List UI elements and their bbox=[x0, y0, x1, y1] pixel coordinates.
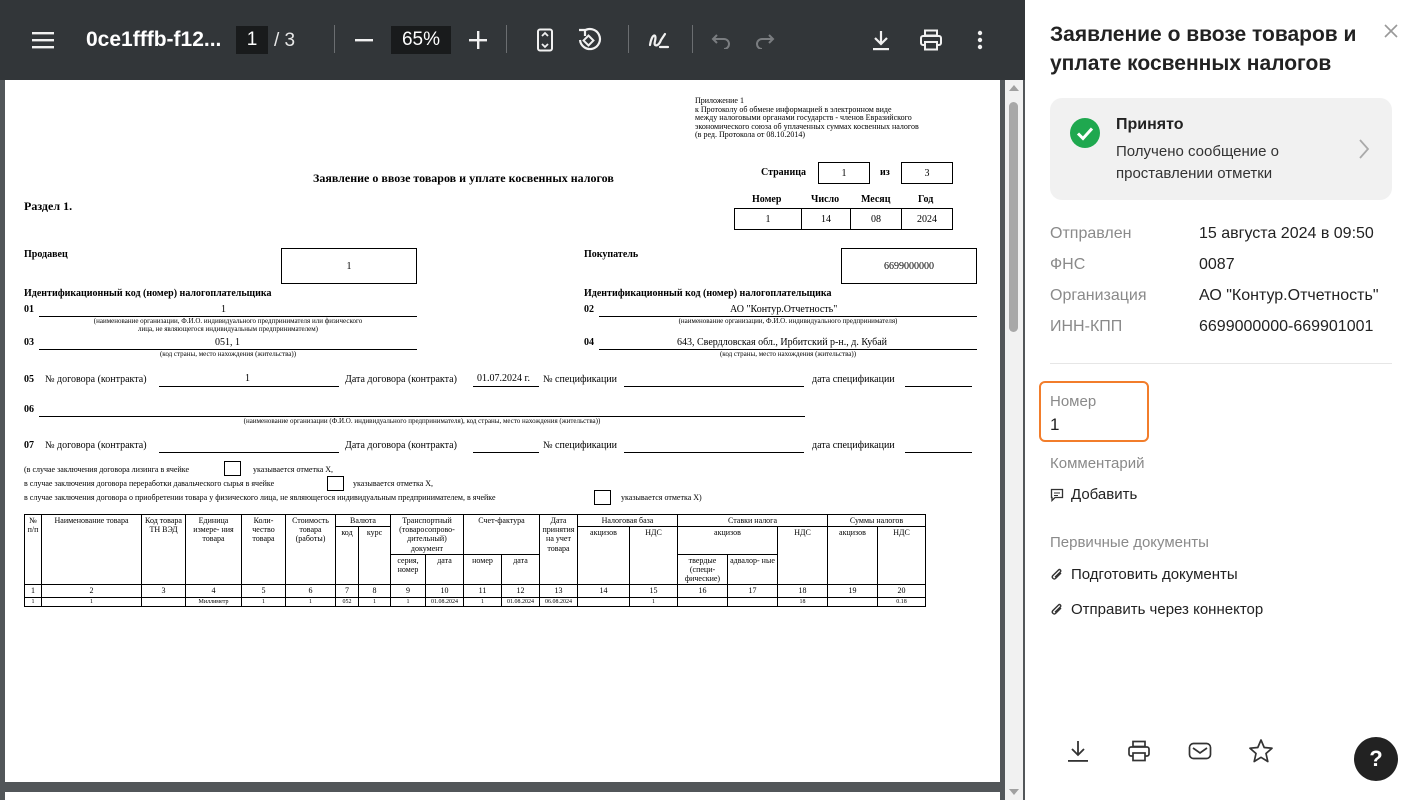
page-total-box: 3 bbox=[901, 162, 953, 184]
paperclip-icon bbox=[1050, 603, 1064, 617]
contract-date-value: 01.07.2024 г. bbox=[477, 373, 530, 384]
note-processing-tail: указывается отметка X, bbox=[353, 479, 434, 488]
h-base-vat: НДС bbox=[630, 527, 678, 585]
appendix-note: Приложение 1 к Протоколу об обмене информацией в электронном виде между налоговыми органами государств - членов Евразийского экономического союза об уплаченных суммах косвенных налогов (в ред. Протокола от 08.10.2014) bbox=[695, 96, 919, 139]
table-row bbox=[25, 597, 926, 607]
contract-no-value: 1 bbox=[245, 373, 250, 384]
table-cell: 0.18 bbox=[878, 597, 926, 607]
col-number-cell: 14 bbox=[578, 585, 630, 597]
note-individual-tail: указывается отметка X) bbox=[621, 493, 702, 502]
star-icon[interactable] bbox=[1246, 736, 1276, 766]
prepare-documents-label: Подготовить документы bbox=[1071, 566, 1238, 583]
print-icon[interactable] bbox=[1124, 736, 1154, 766]
col-number-cell: 7 bbox=[336, 585, 359, 597]
divider bbox=[1050, 363, 1392, 364]
table-cell bbox=[142, 597, 186, 607]
mail-icon[interactable] bbox=[1185, 736, 1215, 766]
close-icon[interactable] bbox=[1380, 20, 1402, 42]
table-cell: 052 bbox=[336, 597, 359, 607]
document-title: Заявление о ввозе товаров и уплате косвенных налогов bbox=[313, 171, 614, 185]
h-transport: Транспортный (товаросопрово- дительный) документ bbox=[391, 515, 464, 555]
h-cur-code: код bbox=[336, 527, 359, 585]
spec-no-line-2 bbox=[624, 452, 804, 453]
table-cell: 1 bbox=[25, 597, 42, 607]
status-description: Получено сообщение о проставлении отметки bbox=[1116, 143, 1279, 182]
comment-icon bbox=[1050, 488, 1064, 502]
row-01-value: 1 bbox=[221, 304, 226, 315]
reg-year: 2024 bbox=[901, 208, 953, 230]
field-value-fns: 0087 bbox=[1199, 256, 1235, 273]
reg-header-day: Число bbox=[811, 194, 840, 205]
h-series: серия, номер bbox=[391, 554, 426, 585]
spec-date-label-2: дата спецификации bbox=[812, 440, 895, 451]
row-04-value: 643, Свердловская обл., Ирбитский р-н., д. Кубай bbox=[677, 337, 887, 348]
col-number-cell: 5 bbox=[242, 585, 286, 597]
pdf-toolbar bbox=[0, 0, 1025, 80]
details-panel bbox=[1025, 0, 1418, 800]
scroll-thumb[interactable] bbox=[1009, 102, 1018, 332]
spec-date-label: дата спецификации bbox=[812, 374, 895, 385]
pdf-page bbox=[5, 80, 1000, 782]
h-advalorem: адвалор- ные bbox=[728, 554, 778, 585]
contract-date-line-2 bbox=[473, 452, 539, 453]
h-rate-excise: акцизов bbox=[678, 527, 778, 555]
row-01-code: 01 bbox=[24, 304, 34, 315]
undo-icon[interactable] bbox=[708, 26, 734, 54]
row-02-hint: (наименование организации, Ф.И.О. индивидуального предпринимателя) bbox=[678, 317, 898, 325]
field-value-sent: 15 августа 2024 в 09:50 bbox=[1199, 225, 1374, 242]
h-accept: Дата принятия на учет товара bbox=[540, 515, 578, 585]
send-via-connector-label: Отправить через коннектор bbox=[1071, 601, 1264, 618]
table-cell: 18 bbox=[778, 597, 828, 607]
table-cell: 1 bbox=[464, 597, 502, 607]
page-total: / 3 bbox=[274, 30, 296, 51]
table-cell: 01.08.2024 bbox=[502, 597, 540, 607]
annotate-icon[interactable] bbox=[644, 26, 674, 54]
help-button[interactable]: ? bbox=[1354, 737, 1398, 781]
row-02-code: 02 bbox=[584, 304, 594, 315]
reg-month: 08 bbox=[850, 208, 902, 230]
rotate-icon[interactable] bbox=[574, 25, 604, 55]
seller-label: Продавец bbox=[24, 249, 68, 260]
column-numbers-row bbox=[25, 585, 926, 597]
row-06-code: 06 bbox=[24, 404, 34, 415]
col-number-cell: 15 bbox=[630, 585, 678, 597]
add-comment-button[interactable] bbox=[1050, 486, 1137, 503]
scroll-up-icon[interactable] bbox=[1008, 84, 1020, 92]
table-cell: 1 bbox=[630, 597, 678, 607]
toolbar-divider bbox=[628, 25, 629, 53]
page-label: Страница bbox=[761, 167, 806, 178]
h-unit: Единица измере- ния товара bbox=[186, 515, 242, 585]
note-leasing: (в случае заключения договора лизинга в ячейке bbox=[24, 465, 189, 474]
menu-icon[interactable] bbox=[30, 26, 56, 54]
h-code: Код товара ТН ВЭД bbox=[142, 515, 186, 585]
redo-icon[interactable] bbox=[752, 26, 778, 54]
h-inum: номер bbox=[464, 554, 502, 585]
pdf-page-2 bbox=[5, 792, 1000, 800]
row-03-hint: (код страны, место нахождения (жительства)) bbox=[159, 350, 297, 358]
col-number-cell: 4 bbox=[186, 585, 242, 597]
col-number-cell: 20 bbox=[878, 585, 926, 597]
paperclip-icon bbox=[1050, 568, 1064, 582]
h-base-excise: акцизов bbox=[578, 527, 630, 585]
row-05-code: 05 bbox=[24, 374, 34, 385]
toolbar-divider bbox=[692, 25, 693, 53]
prepare-documents-button[interactable] bbox=[1050, 566, 1238, 583]
spec-no-label: № спецификации bbox=[543, 374, 618, 385]
col-number-cell: 8 bbox=[359, 585, 391, 597]
document-file-name: 0ce1fffb-f12... bbox=[86, 28, 222, 51]
table-cell: 1 bbox=[391, 597, 426, 607]
h-idate: дата bbox=[502, 554, 540, 585]
table-cell: 01.08.2024 bbox=[426, 597, 464, 607]
note-processing: в случае заключения договора переработки давальческого сырья в ячейке bbox=[24, 479, 275, 488]
table-cell bbox=[678, 597, 728, 607]
panel-title: Заявление о ввозе товаров и уплате косвенных налогов bbox=[1050, 23, 1357, 76]
row-03-code: 03 bbox=[24, 337, 34, 348]
download-icon[interactable] bbox=[868, 26, 894, 54]
field-key-org: Организация bbox=[1050, 287, 1147, 304]
col-number-cell: 1 bbox=[25, 585, 42, 597]
zoom-in-icon[interactable] bbox=[466, 26, 490, 54]
zoom-out-icon[interactable] bbox=[352, 26, 376, 54]
fit-page-icon[interactable] bbox=[532, 26, 558, 54]
table-cell bbox=[578, 597, 630, 607]
row-04-code: 04 bbox=[584, 337, 594, 348]
contract-no-label: № договора (контракта) bbox=[45, 374, 147, 385]
note-leasing-tail: указывается отметка X, bbox=[253, 465, 334, 474]
row-04-hint: (код страны, место нахождения (жительства)) bbox=[719, 350, 857, 358]
table-cell: 1 bbox=[359, 597, 391, 607]
spec-date-line bbox=[905, 386, 972, 387]
row-02-value: АО "Контур.Отчетность" bbox=[730, 304, 838, 315]
h-sum-vat: НДС bbox=[878, 527, 926, 585]
note-individual: в случае заключения договора о приобретении товара у физического лица, не являющегося индивидуальным предпринимателем, в ячейке bbox=[24, 493, 496, 502]
inn-label-right: Идентификационный код (номер) налогоплательщика bbox=[584, 288, 832, 299]
send-via-connector-button[interactable] bbox=[1050, 601, 1263, 618]
col-number-cell: 16 bbox=[678, 585, 728, 597]
spec-date-line-2 bbox=[905, 452, 972, 453]
comment-label: Комментарий bbox=[1050, 455, 1145, 472]
status-card[interactable] bbox=[1050, 98, 1392, 200]
col-number-cell: 6 bbox=[286, 585, 336, 597]
spec-no-line bbox=[624, 386, 804, 387]
h-currency: Валюта bbox=[336, 515, 391, 527]
seller-box: 1 bbox=[281, 248, 417, 284]
contract-no-line-2 bbox=[159, 452, 339, 453]
add-comment-label: Добавить bbox=[1071, 486, 1138, 503]
col-number-cell: 17 bbox=[728, 585, 778, 597]
processing-checkbox bbox=[327, 476, 344, 491]
page-num-box: 1 bbox=[818, 162, 870, 184]
h-fixed: твердые (специ- фические) bbox=[678, 554, 728, 585]
contract-no-label-2: № договора (контракта) bbox=[45, 440, 147, 451]
col-number-cell: 11 bbox=[464, 585, 502, 597]
download-icon[interactable] bbox=[1063, 736, 1093, 766]
field-value-inn: 6699000000-669901001 bbox=[1199, 318, 1374, 335]
col-number-cell: 9 bbox=[391, 585, 426, 597]
check-circle-icon bbox=[1070, 118, 1100, 148]
spec-no-label-2: № спецификации bbox=[543, 440, 618, 451]
contract-no-line bbox=[159, 386, 339, 387]
table-header-row bbox=[25, 515, 926, 527]
section-title: Раздел 1. bbox=[24, 199, 73, 213]
reg-header-year: Год bbox=[918, 194, 934, 205]
contract-date-label: Дата договора (контракта) bbox=[345, 374, 457, 385]
toolbar-divider bbox=[506, 25, 507, 53]
contract-date-line bbox=[473, 386, 539, 387]
h-tdate: дата bbox=[426, 554, 464, 585]
row-07-code: 07 bbox=[24, 440, 34, 451]
goods-table bbox=[24, 514, 926, 607]
h-cost: Стоимость товара (работы) bbox=[286, 515, 336, 585]
field-key-sent: Отправлен bbox=[1050, 225, 1132, 242]
col-number-cell: 2 bbox=[42, 585, 142, 597]
toolbar-divider bbox=[334, 25, 335, 53]
h-name: Наименование товара bbox=[42, 515, 142, 585]
h-sum-excise: акцизов bbox=[828, 527, 878, 585]
status-title: Принято bbox=[1116, 116, 1184, 133]
reg-day: 14 bbox=[801, 208, 851, 230]
h-taxbase: Налоговая база bbox=[578, 515, 678, 527]
number-value[interactable]: 1 bbox=[1050, 415, 1060, 434]
table-cell bbox=[828, 597, 878, 607]
field-value-org: АО "Контур.Отчетность" bbox=[1199, 287, 1379, 304]
reg-header-month: Месяц bbox=[861, 194, 891, 205]
table-cell: 1 bbox=[242, 597, 286, 607]
table-cell: 1 bbox=[286, 597, 336, 607]
table-cell: Миллиметр bbox=[186, 597, 242, 607]
individual-checkbox bbox=[594, 490, 611, 505]
page-number-input[interactable]: 1 bbox=[236, 26, 268, 54]
more-options-icon[interactable] bbox=[968, 26, 992, 54]
field-key-inn: ИНН-КПП bbox=[1050, 318, 1123, 335]
h-qty: Коли- чество товара bbox=[242, 515, 286, 585]
col-number-cell: 18 bbox=[778, 585, 828, 597]
row-03-value: 051, 1 bbox=[215, 337, 240, 348]
table-cell bbox=[728, 597, 778, 607]
table-cell: 06.08.2024 bbox=[540, 597, 578, 607]
print-icon[interactable] bbox=[916, 26, 946, 54]
h-rate-vat: НДС bbox=[778, 527, 828, 585]
col-number-cell: 13 bbox=[540, 585, 578, 597]
buyer-label: Покупатель bbox=[584, 249, 639, 260]
contract-date-label-2: Дата договора (контракта) bbox=[345, 440, 457, 451]
h-invoice: Счет-фактура bbox=[464, 515, 540, 555]
inn-label-left: Идентификационный код (номер) налогоплательщика bbox=[24, 288, 272, 299]
h-num: № п/п bbox=[25, 515, 42, 585]
row-01-hint: (наименование организации, Ф.И.О. индивидуального предпринимателя или физического лица, не являющегося индивидуальным предпринимателем) bbox=[93, 317, 363, 333]
scrollbar[interactable] bbox=[1005, 80, 1023, 800]
h-sums: Суммы налогов bbox=[828, 515, 926, 527]
table-cell: 1 bbox=[42, 597, 142, 607]
h-cur-rate: курс bbox=[359, 527, 391, 585]
reg-number: 1 bbox=[734, 208, 802, 230]
chevron-right-icon bbox=[1358, 138, 1370, 160]
field-key-fns: ФНС bbox=[1050, 256, 1086, 273]
h-rates: Ставки налога bbox=[678, 515, 828, 527]
col-number-cell: 3 bbox=[142, 585, 186, 597]
buyer-box: 6699000000 bbox=[841, 248, 977, 284]
reg-header-number: Номер bbox=[752, 194, 782, 205]
page-of-label: из bbox=[880, 167, 890, 178]
zoom-level-input[interactable]: 65% bbox=[391, 26, 451, 54]
number-label: Номер bbox=[1050, 393, 1097, 410]
primary-docs-label: Первичные документы bbox=[1050, 534, 1209, 551]
col-number-cell: 10 bbox=[426, 585, 464, 597]
scroll-down-icon[interactable] bbox=[1008, 788, 1020, 796]
col-number-cell: 12 bbox=[502, 585, 540, 597]
leasing-checkbox bbox=[224, 461, 241, 476]
row-06-hint: (наименование организации (Ф.И.О. индивидуального предпринимателя), код страны, место нахождения (жительства)) bbox=[243, 417, 601, 425]
col-number-cell: 19 bbox=[828, 585, 878, 597]
